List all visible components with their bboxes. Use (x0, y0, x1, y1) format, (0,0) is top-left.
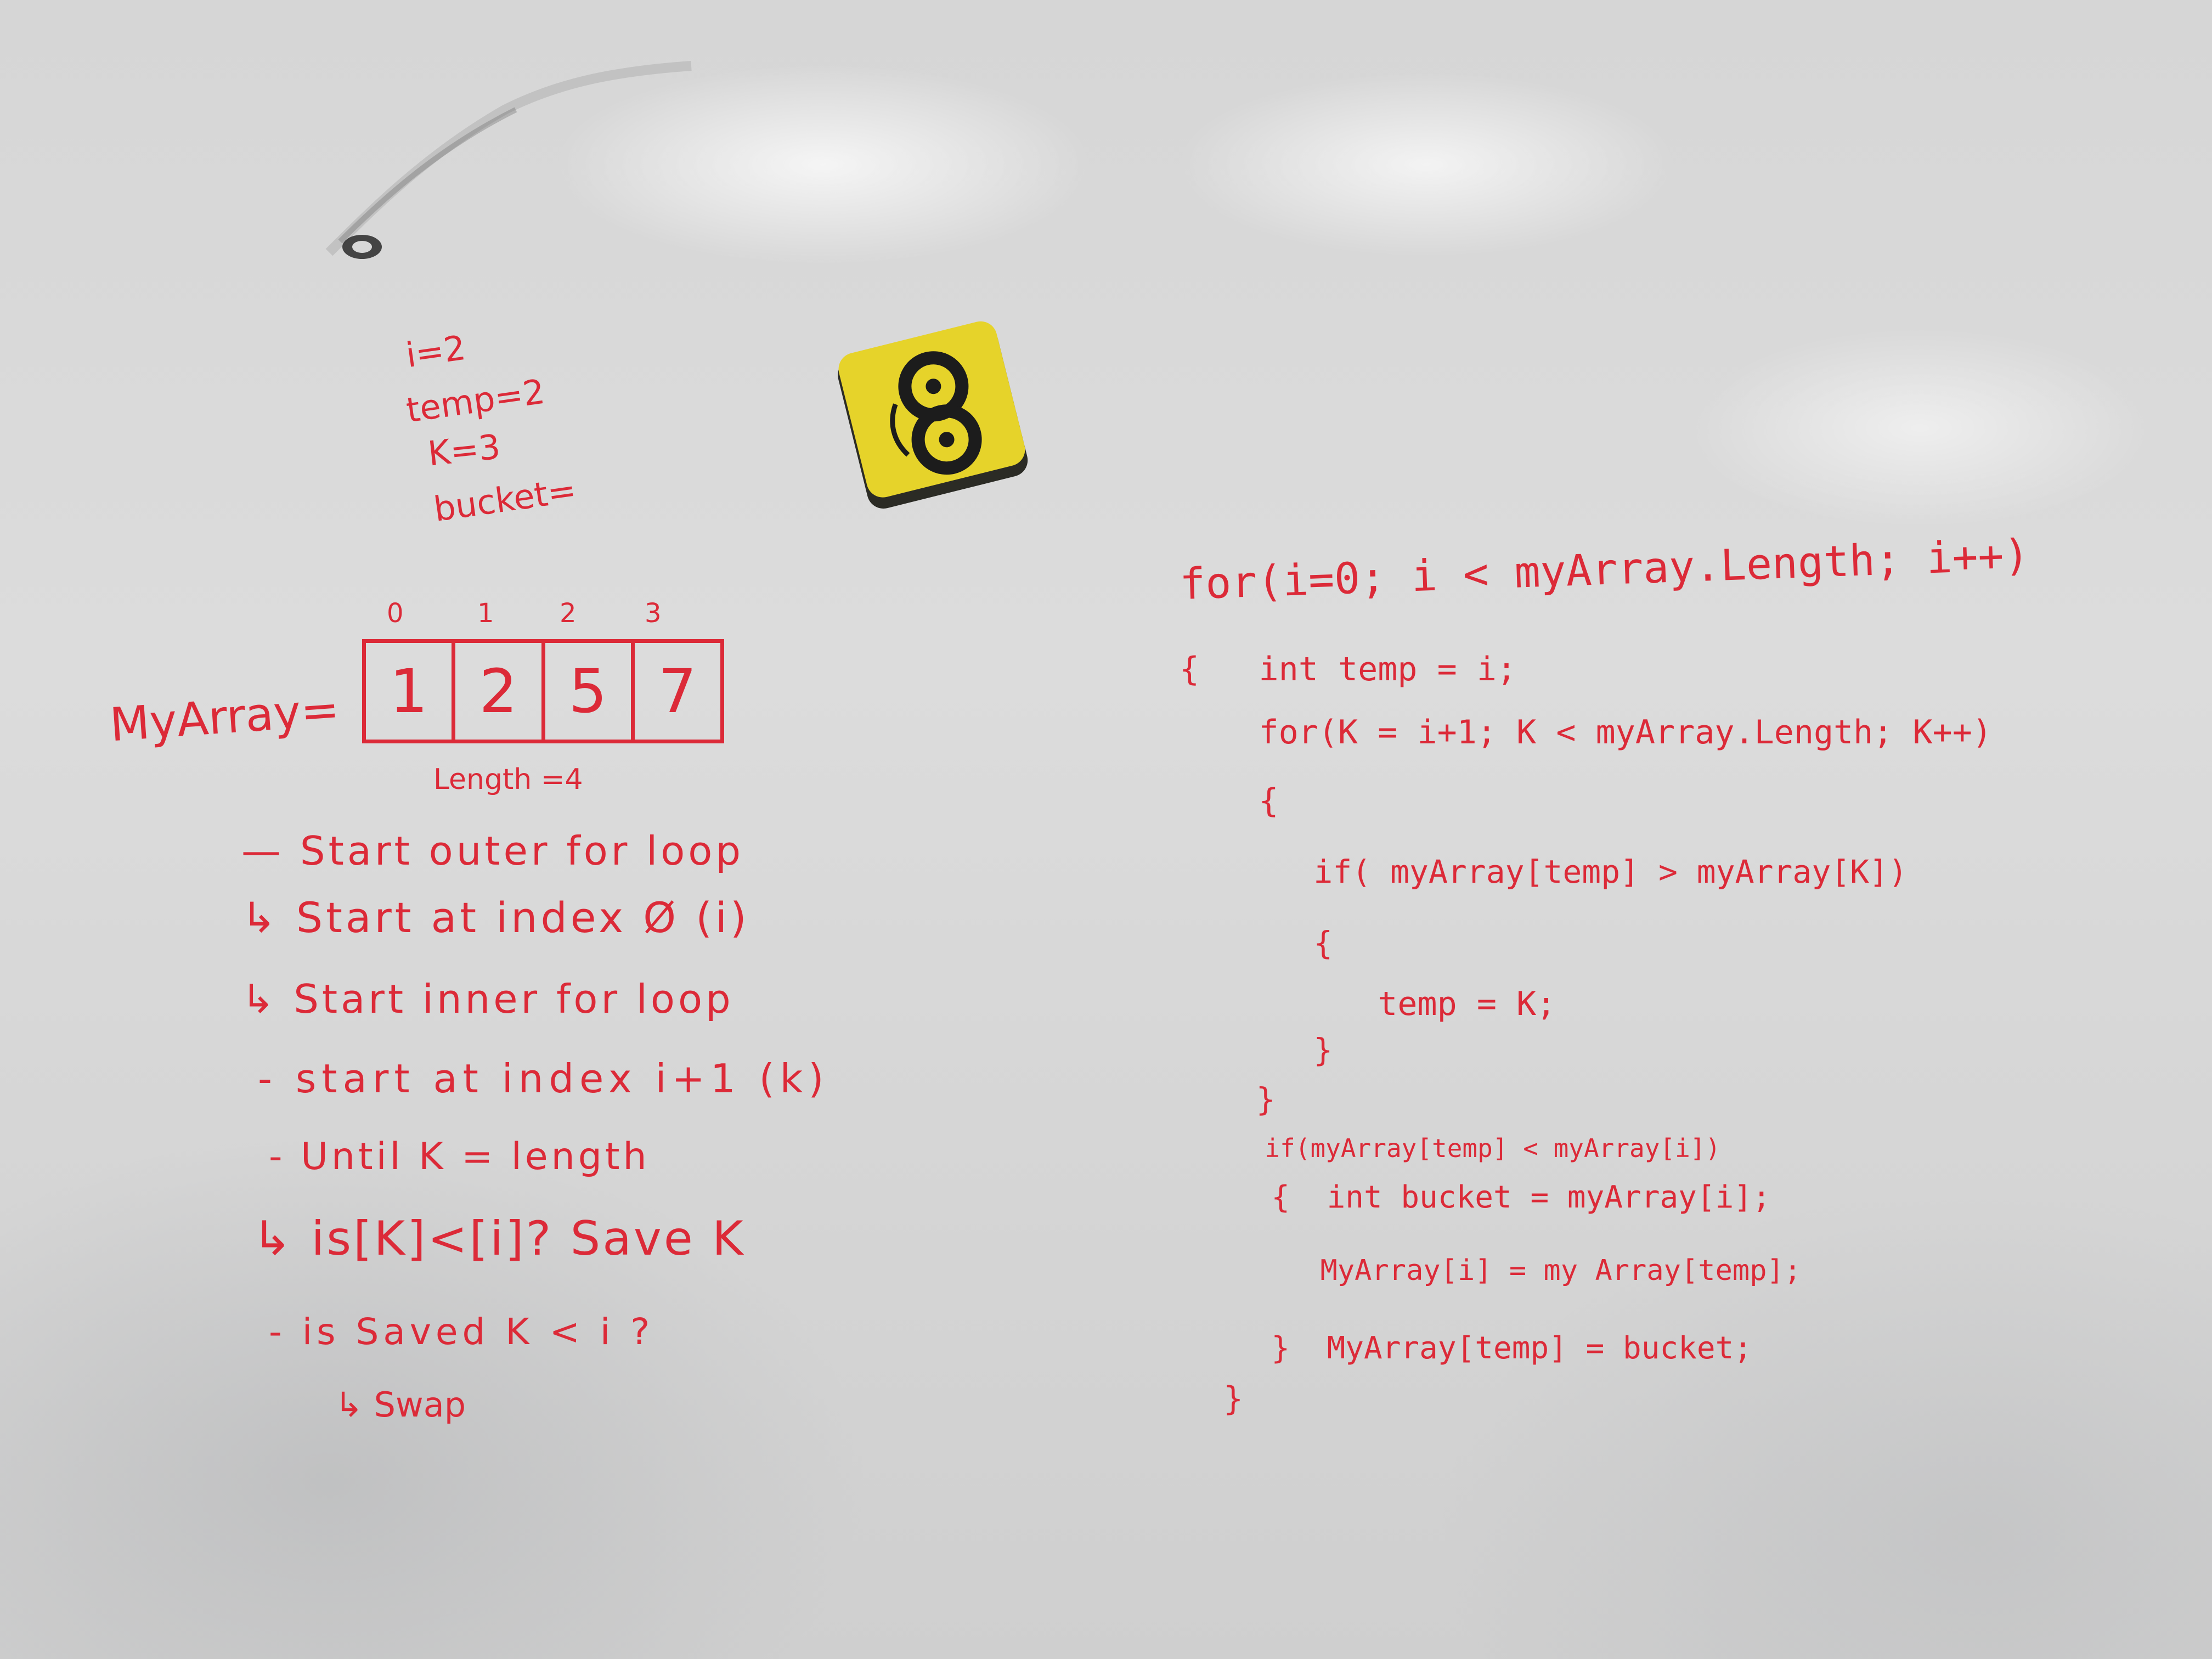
code-line: if( myArray[temp] > myArray[K]) (1180, 853, 1908, 890)
array-index-0: 0 (387, 598, 404, 629)
code-line: { (1180, 782, 1279, 820)
array-index-2: 2 (560, 598, 577, 629)
array-cell: 1 (366, 643, 455, 740)
code-line: for(i=0; i < myArray.Length; i++) (1178, 530, 2030, 610)
var-temp: temp=2 (404, 371, 548, 431)
eraser-smudge (307, 44, 746, 274)
code-line: { int bucket = myArray[i]; (1234, 1180, 1771, 1215)
code-line: } (1180, 1081, 1276, 1118)
array-cell: 2 (455, 643, 545, 740)
array-index-3: 3 (645, 598, 662, 629)
array-cell: 5 (545, 643, 635, 740)
note-line: ↳ Start inner for loop (241, 976, 734, 1022)
note-line: ↳ is[K]<[i]? Save K (252, 1211, 746, 1266)
code-line: for(K = i+1; K < myArray.Length; K++) (1180, 713, 1993, 752)
code-line: temp = K; (1180, 985, 1556, 1023)
var-i: i=2 (403, 327, 469, 376)
code-line: MyArray[i] = my Array[temp]; (1234, 1254, 1802, 1287)
note-line: - Until K = length (269, 1135, 650, 1178)
code-line: { int temp = i; (1180, 650, 1517, 689)
code-line: } (1223, 1380, 1244, 1418)
array-box (362, 639, 724, 743)
array-label: MyArray= (108, 682, 341, 752)
code-line: if(myArray[temp] < myArray[i]) (1234, 1133, 1721, 1163)
array-index-1: 1 (477, 598, 494, 629)
code-line: { (1180, 924, 1333, 962)
code-line: } (1180, 1031, 1333, 1069)
whiteboard-eraser[interactable] (826, 310, 1045, 524)
array-length: Length =4 (433, 763, 583, 796)
note-line: ↳ Swap (335, 1385, 466, 1425)
var-k: K=3 (426, 426, 503, 474)
code-line: } MyArray[temp] = bucket; (1234, 1330, 1753, 1366)
note-line: - is Saved K < i ? (269, 1311, 654, 1353)
var-bucket: bucket= (431, 470, 579, 529)
note-line: - start at index i+1 (k) (258, 1056, 830, 1102)
note-line: — Start outer for loop (241, 828, 744, 874)
note-line: ↳ Start at index Ø (i) (241, 893, 750, 942)
array-cell: 7 (658, 656, 697, 726)
